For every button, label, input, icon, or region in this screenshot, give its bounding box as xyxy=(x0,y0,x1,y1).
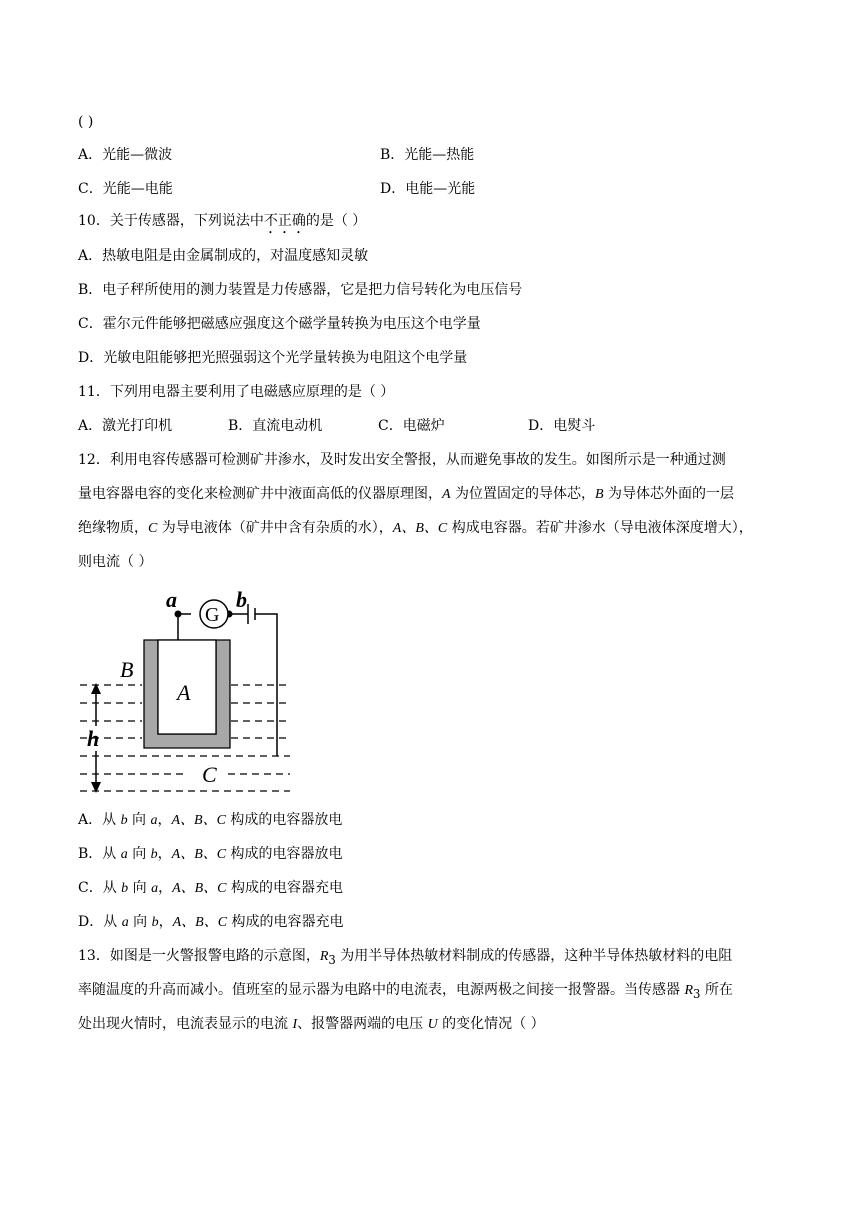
capacitor-sensor-figure xyxy=(78,586,298,798)
label-b: b xyxy=(236,587,247,612)
q11-option-d: D．电熨斗 xyxy=(528,418,596,434)
q10-option-a: A．热敏电阻是由金属制成的，对温度感知灵敏 xyxy=(78,248,369,264)
q12-stem-line3: 绝缘物质，C 为导电液体（矿井中含有杂质的水），A、B、C 构成电容器。若矿井渗水（导电液体深度增大）， xyxy=(78,520,753,536)
q12-stem-line1: 12．利用电容传感器可检测矿井渗水，及时发出安全警报，从而避免事故的发生。如图所示是一种通过测 xyxy=(78,452,726,468)
q12-stem-line2: 量电容器电容的变化来检测矿井中液面高低的仪器原理图，A 为位置固定的导体芯，B 为导体芯外面的一层 xyxy=(78,486,735,502)
q13-stem-line3: 处出现火情时，电流表显示的电流 I、报警器两端的电压 U 的变化情况（ ） xyxy=(78,1016,545,1032)
q12-option-c: C．从 b 向 a，A、B、C 构成的电容器充电 xyxy=(78,880,343,896)
q11-option-a: A．激光打印机 xyxy=(78,418,173,434)
label-a: a xyxy=(166,587,177,612)
q9-option-d: D．电能—光能 xyxy=(380,181,476,197)
q9-option-a: A．光能—微波 xyxy=(78,147,173,163)
q12-stem-line4: 则电流（ ） xyxy=(78,554,153,570)
q10-stem: 10．关于传感器，下列说法中不正确的是（ ） xyxy=(78,213,367,229)
label-G: G xyxy=(205,604,220,626)
q11-option-b: B．直流电动机 xyxy=(228,418,323,434)
q12-option-d: D．从 a 向 b，A、B、C 构成的电容器充电 xyxy=(78,914,344,930)
q11-option-c: C．电磁炉 xyxy=(378,418,445,434)
q12-option-a: A．从 b 向 a，A、B、C 构成的电容器放电 xyxy=(78,812,343,828)
q10-option-c: C．霍尔元件能够把磁感应强度这个磁学量转换为电压这个电学量 xyxy=(78,316,481,332)
q11-stem: 11．下列用电器主要利用了电磁感应原理的是（ ） xyxy=(78,384,395,400)
q9-option-b: B．光能—热能 xyxy=(380,147,475,163)
q9-option-c: C．光能—电能 xyxy=(78,181,173,197)
label-h: h xyxy=(87,726,100,751)
q9-answer-bracket: ( ) xyxy=(78,114,94,130)
label-C: C xyxy=(202,762,217,787)
label-A: A xyxy=(177,680,191,705)
q10-emphasis: 不正确 xyxy=(263,213,306,229)
q10-option-d: D．光敏电阻能够把光照强弱这个光学量转换为电阻这个电学量 xyxy=(78,350,468,366)
label-B: B xyxy=(120,657,134,682)
q12-option-b: B．从 a 向 b，A、B、C 构成的电容器放电 xyxy=(78,846,343,862)
q13-stem-line1: 13．如图是一火警报警电路的示意图，$R_3$ 为用半导体热敏材料制成的传感器，这种半导体热敏材料的电阻 xyxy=(78,948,733,967)
q10-option-b: B．电子秤所使用的测力装置是力传感器，它是把力信号转化为电压信号 xyxy=(78,282,523,298)
q13-stem-line2: 率随温度的升高而减小。值班室的显示器为电路中的电流表，电源两极之间接一报警器。当传感器 $R_3$ 所在 xyxy=(78,982,733,1001)
